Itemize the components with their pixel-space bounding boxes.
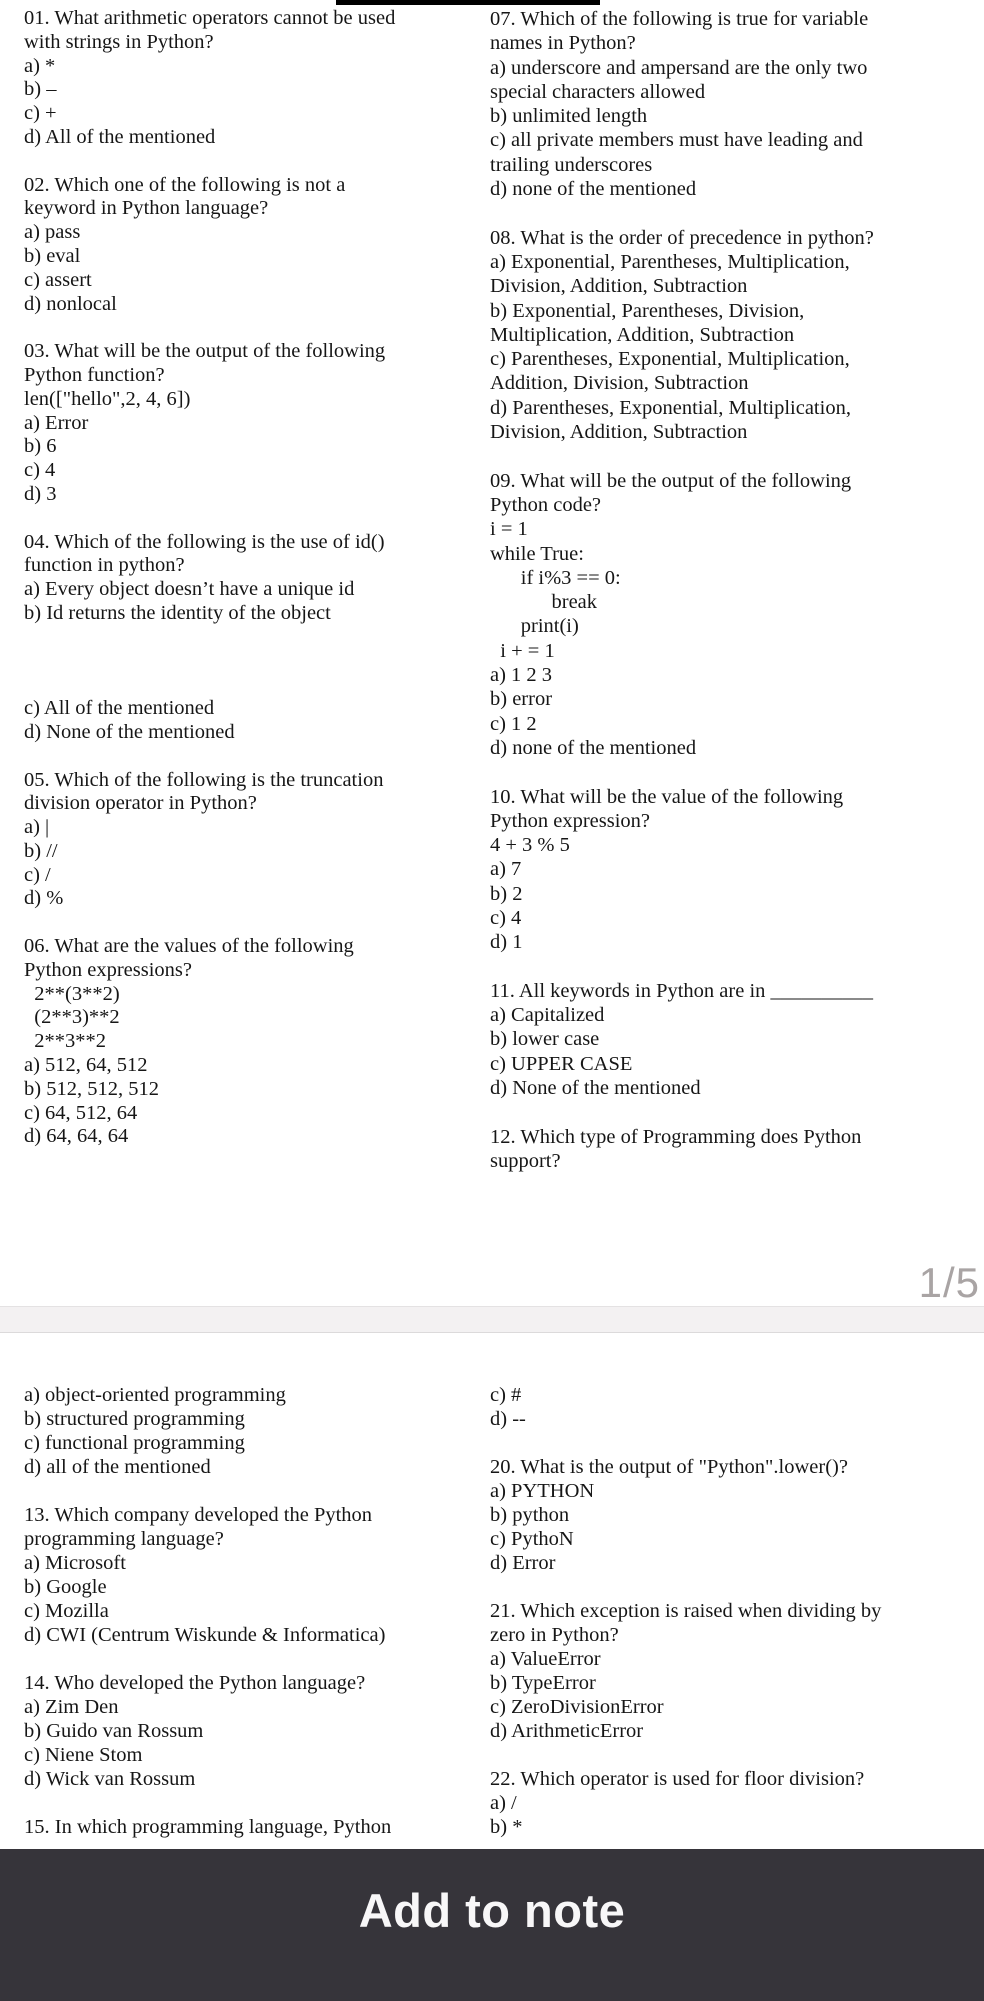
text-line: i + = 1 [490, 639, 555, 662]
add-to-note-button[interactable] [0, 1849, 984, 2001]
text-line: a) object-oriented programming [24, 1384, 286, 1406]
text-line: b) * [490, 1816, 523, 1838]
text-line: d) all of the mentioned [24, 1456, 211, 1478]
text-line: b) Google [24, 1576, 107, 1598]
text-line [24, 626, 490, 650]
text-line: b) structured programming [24, 1408, 245, 1430]
text-line: function in python? [24, 554, 185, 577]
text-line [24, 673, 490, 697]
text-line: c) + [24, 102, 57, 125]
text-line: while True: [490, 542, 584, 565]
text-line: d) None of the mentioned [490, 1077, 701, 1100]
text-line [24, 1647, 490, 1671]
text-line: c) assert [24, 268, 92, 291]
text-line: b) TypeError [490, 1672, 596, 1694]
text-line: names in Python? [490, 32, 636, 55]
text-line: 10. What will be the value of the following [490, 785, 844, 808]
text-line: a) Error [24, 411, 89, 434]
text-line: b) 2 [490, 882, 523, 905]
text-line: 02. Which one of the following is not a [24, 173, 346, 196]
text-line: d) Parentheses, Exponential, Multiplication, [490, 396, 851, 419]
text-line: division operator in Python? [24, 792, 257, 815]
text-line: d) 64, 64, 64 [24, 1125, 129, 1148]
text-line: 12. Which type of Programming does Python [490, 1125, 862, 1148]
text-line: c) All of the mentioned [24, 697, 215, 720]
text-line: d) 3 [24, 482, 57, 505]
text-line: Python expression? [490, 809, 650, 832]
text-line: d) Error [490, 1552, 556, 1574]
text-line: Division, Addition, Subtraction [490, 275, 748, 298]
text-line: 01. What arithmetic operators cannot be used [24, 7, 396, 29]
text-line [490, 1743, 980, 1767]
text-line: c) ZeroDivisionError [490, 1696, 664, 1718]
text-line: b) error [490, 688, 553, 711]
text-line: 20. What is the output of "Python".lower()? [490, 1456, 848, 1478]
text-line: c) PythoN [490, 1528, 574, 1550]
text-line: 13. Which company developed the Python [24, 1504, 373, 1526]
text-line: 03. What will be the output of the following [24, 340, 386, 363]
text-line: b) python [490, 1504, 570, 1526]
text-line [490, 955, 980, 979]
text-line: b) unlimited length [490, 105, 648, 128]
text-line: a) pass [24, 221, 81, 244]
text-line: d) None of the mentioned [24, 720, 235, 743]
text-line: Division, Addition, Subtraction [490, 421, 748, 444]
page-separator [0, 1306, 984, 1333]
text-line: c) 4 [490, 906, 522, 929]
text-line [24, 745, 490, 769]
text-line: a) underscore and ampersand are the only two [490, 56, 868, 79]
text-line: 2**(3**2) [24, 982, 120, 1005]
text-line: print(i) [490, 615, 579, 638]
text-line: a) Zim Den [24, 1696, 119, 1718]
text-line: 05. Which of the following is the truncation [24, 768, 384, 791]
text-line: c) Niene Stom [24, 1744, 143, 1766]
text-line: d) Wick van Rossum [24, 1768, 196, 1790]
text-line: i = 1 [490, 518, 528, 541]
text-line: a) / [490, 1792, 517, 1814]
text-line: 07. Which of the following is true for variable [490, 8, 869, 30]
text-line: b) eval [24, 244, 81, 267]
text-line: 06. What are the values of the following [24, 935, 354, 958]
text-line: support? [490, 1149, 561, 1172]
text-line: with strings in Python? [24, 30, 214, 53]
text-line: a) PYTHON [490, 1480, 595, 1502]
text-line: b) 6 [24, 435, 57, 458]
text-line: b) // [24, 839, 58, 862]
text-line: break [490, 591, 598, 614]
text-line: 21. Which exception is raised when dividing by [490, 1600, 882, 1622]
text-line: 04. Which of the following is the use of id() [24, 530, 385, 553]
text-line: a) 512, 64, 512 [24, 1054, 148, 1077]
text-line: 08. What is the order of precedence in python? [490, 226, 874, 249]
text-line [490, 201, 980, 225]
add-to-note-label: Add to note [358, 1884, 626, 1937]
text-line: d) % [24, 887, 64, 910]
text-line: d) nonlocal [24, 292, 117, 315]
text-line: Python code? [490, 493, 602, 516]
text-line: a) Every object doesn’t have a unique id [24, 578, 355, 601]
text-line: trailing underscores [490, 153, 653, 176]
text-line: Addition, Division, Subtraction [490, 372, 749, 395]
text-line: zero in Python? [490, 1624, 619, 1646]
text-line: c) Parentheses, Exponential, Multiplication, [490, 348, 850, 371]
text-line: d) ArithmeticError [490, 1720, 644, 1742]
text-line: d) All of the mentioned [24, 125, 216, 148]
text-line [24, 650, 490, 674]
text-line: b) Guido van Rossum [24, 1720, 204, 1742]
page1-left-column [24, 7, 490, 1149]
text-line: b) Id returns the identity of the object [24, 601, 331, 624]
text-line: c) 1 2 [490, 712, 537, 735]
text-line: len(["hello",2, 4, 6]) [24, 387, 191, 410]
text-line: 4 + 3 % 5 [490, 834, 570, 857]
text-line: a) ValueError [490, 1648, 601, 1670]
text-line: 14. Who developed the Python language? [24, 1672, 366, 1694]
text-line: keyword in Python language? [24, 197, 269, 220]
text-line [24, 911, 490, 935]
text-line: d) CWI (Centrum Wiskunde & Informatica) [24, 1624, 386, 1646]
text-line: c) # [490, 1384, 522, 1406]
text-line [24, 1791, 490, 1815]
text-line: c) all private members must have leading and [490, 129, 863, 152]
text-line [24, 507, 490, 531]
page1-right-column [490, 7, 980, 1173]
text-line: d) 1 [490, 931, 523, 954]
text-line: c) / [24, 863, 51, 886]
text-line: c) Mozilla [24, 1600, 109, 1622]
text-line: 11. All keywords in Python are in __________ [490, 979, 874, 1002]
text-line [24, 316, 490, 340]
text-line: b) Exponential, Parentheses, Division, [490, 299, 805, 322]
text-line: b) 512, 512, 512 [24, 1077, 159, 1100]
text-line: a) 1 2 3 [490, 664, 553, 687]
text-line: Multiplication, Addition, Subtraction [490, 323, 795, 346]
text-line: c) 4 [24, 459, 56, 482]
text-line: d) none of the mentioned [490, 178, 697, 201]
text-line: a) Microsoft [24, 1552, 126, 1574]
text-line [490, 760, 980, 784]
text-line [490, 444, 980, 468]
text-line: (2**3)**2 [24, 1006, 120, 1029]
text-line: b) – [24, 78, 57, 101]
text-line: c) 64, 512, 64 [24, 1101, 138, 1124]
text-line: d) none of the mentioned [490, 736, 697, 759]
text-line: programming language? [24, 1528, 224, 1550]
text-line: 15. In which programming language, Python [24, 1816, 392, 1838]
text-line [490, 1100, 980, 1124]
text-line: a) | [24, 816, 50, 839]
text-line: 22. Which operator is used for floor division? [490, 1768, 865, 1790]
text-line: 2**3**2 [24, 1030, 106, 1053]
text-line: a) * [24, 54, 56, 77]
text-line: c) UPPER CASE [490, 1052, 633, 1075]
text-line: a) 7 [490, 858, 522, 881]
text-line: c) functional programming [24, 1432, 245, 1454]
text-line: Python expressions? [24, 958, 192, 981]
page-indicator: 1/5 [918, 1259, 980, 1306]
text-line [490, 1575, 980, 1599]
text-line: Python function? [24, 363, 165, 386]
page2-left-column [24, 1383, 490, 1839]
text-line [24, 150, 490, 174]
text-line: b) lower case [490, 1028, 600, 1051]
text-line: d) -- [490, 1408, 526, 1430]
document-title-underline [336, 0, 600, 5]
page2-right-column [490, 1383, 980, 1839]
text-line: a) Exponential, Parentheses, Multiplication, [490, 250, 850, 273]
text-line: if i%3 == 0: [490, 566, 621, 589]
text-line: special characters allowed [490, 80, 706, 103]
text-line: a) Capitalized [490, 1004, 605, 1027]
text-line [490, 1431, 980, 1455]
text-line: 09. What will be the output of the following [490, 469, 852, 492]
text-line [24, 1479, 490, 1503]
